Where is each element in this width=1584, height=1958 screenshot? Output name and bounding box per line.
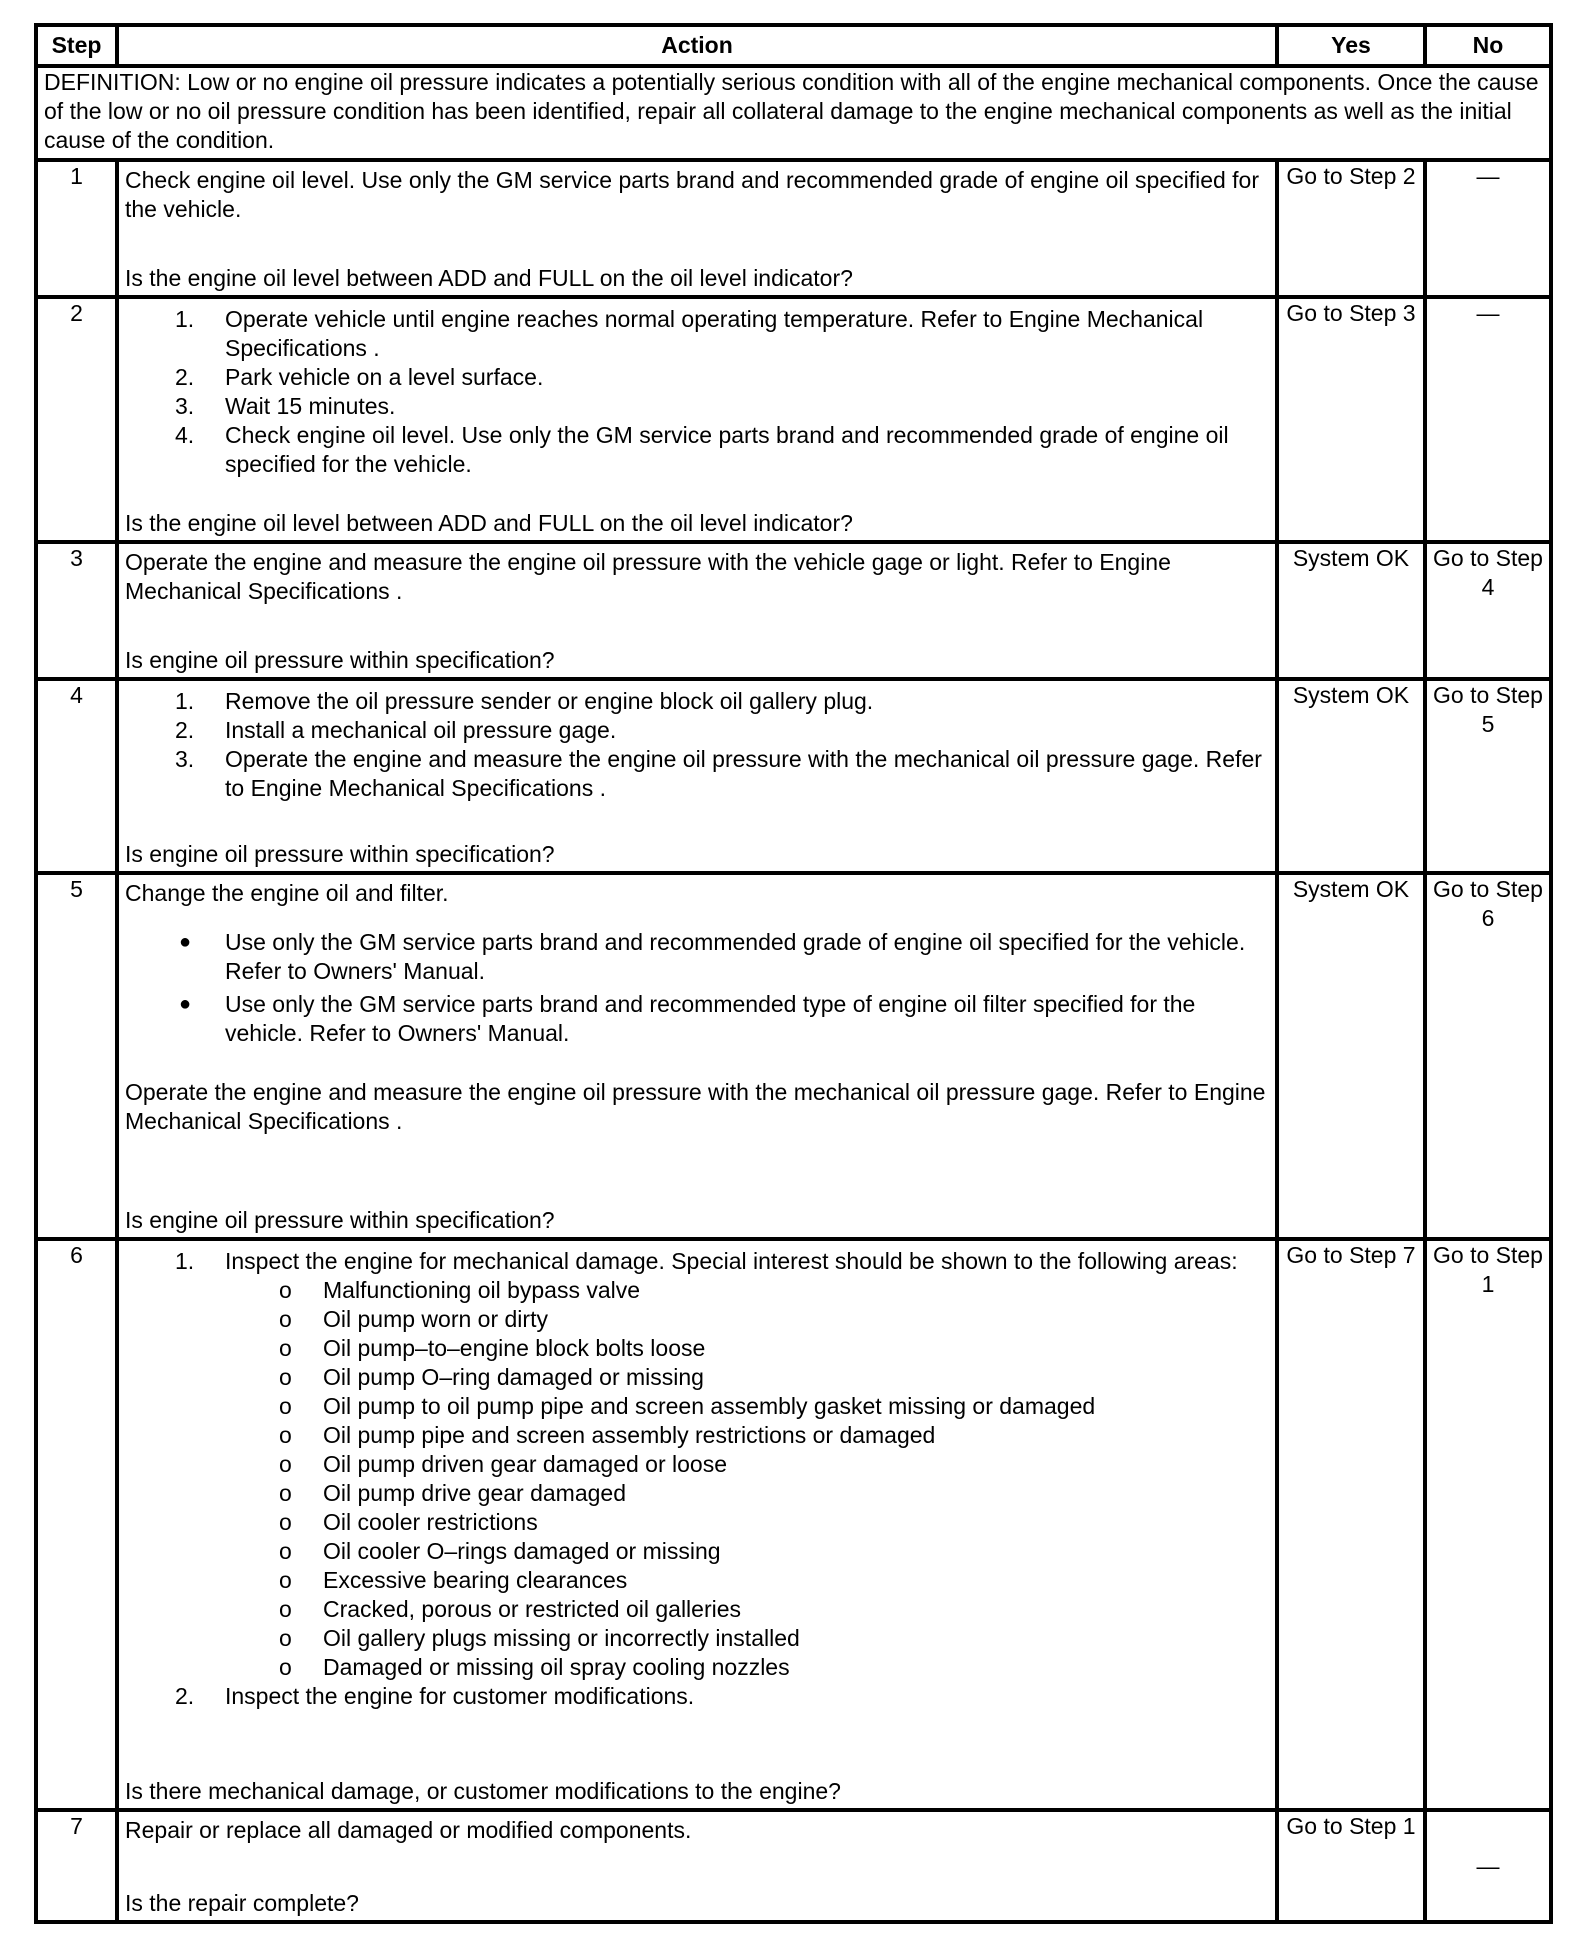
step-number: 5 bbox=[36, 873, 117, 1239]
definition-row bbox=[36, 66, 1551, 160]
step-number: 2 bbox=[36, 297, 117, 542]
action-text: Change the engine oil and filter. bbox=[125, 880, 449, 906]
no-cell: Go to Step 6 bbox=[1425, 873, 1551, 1239]
action-cell bbox=[117, 160, 1277, 297]
yes-cell: Go to Step 7 bbox=[1277, 1239, 1425, 1810]
yes-cell: Go to Step 2 bbox=[1277, 160, 1425, 297]
action-cell bbox=[117, 873, 1277, 1239]
numbered-list bbox=[125, 687, 1269, 803]
action-text: Check engine oil level. Use only the GM service parts brand and recommended grade of engine oil specified for the vehicle. bbox=[125, 167, 1260, 222]
sub-list-item: o Oil pump drive gear damaged bbox=[279, 1480, 626, 1506]
no-cell: Go to Step 4 bbox=[1425, 542, 1551, 679]
diagnostic-table bbox=[34, 23, 1553, 1924]
yes-cell: System OK bbox=[1277, 542, 1425, 679]
sub-list-item: o Oil pump pipe and screen assembly restrictions or damaged bbox=[279, 1422, 936, 1448]
list-item: ● Use only the GM service parts brand and recommended grade of engine oil specified for the vehicle. Refer to Owners' Manual. bbox=[179, 929, 1246, 984]
action-question: Is engine oil pressure within specification? bbox=[125, 1207, 555, 1233]
sub-list-item: o Oil pump to oil pump pipe and screen assembly gasket missing or damaged bbox=[279, 1393, 1096, 1419]
list-item: 1. Remove the oil pressure sender or engine block oil gallery plug. bbox=[175, 688, 874, 714]
step-number: 6 bbox=[36, 1239, 117, 1810]
action-cell bbox=[117, 679, 1277, 873]
list-item: 1. Inspect the engine for mechanical damage. Special interest should be shown to the following areas: o Malfunctioning oil bypass valve o Oil pump worn or dirty o Oil pump–to–engine block bolts loose o Oil pump O–ring damaged or missing o Oil pump to oil pump pipe and screen assembly gasket missing or damaged o Oil pump pipe and screen assembly restrictions or damaged o Oil pump driven gear damaged or loose o Oil pump drive gear damaged o Oil cooler restrictions o Oil cooler O–rings damaged or missing o Excessive bearing clearances o Cracked, porous or restricted oil galleries o Oil gallery plugs missing or incorrectly installed o Damaged or missing oil spray cooling nozzles bbox=[125, 1247, 1269, 1682]
sub-list-item: o Oil cooler O–rings damaged or missing bbox=[279, 1538, 721, 1564]
action-question: Is the engine oil level between ADD and FULL on the oil level indicator? bbox=[125, 265, 853, 291]
sub-list-item: o Malfunctioning oil bypass valve bbox=[279, 1277, 641, 1303]
definition-text: DEFINITION: Low or no engine oil pressure indicates a potentially serious condition with all of the engine mechanical components. Once the cause of the low or no oil pressure condition has been identified, repair all collateral damage to the engine mechanical components as well as the initial cause of the condition. bbox=[36, 66, 1551, 160]
no-cell: Go to Step 5 bbox=[1425, 679, 1551, 873]
list-item: 3. Wait 15 minutes. bbox=[175, 393, 396, 419]
sub-list-item: o Oil pump–to–engine block bolts loose bbox=[279, 1335, 706, 1361]
step-number: 4 bbox=[36, 679, 117, 873]
sub-list-item: o Damaged or missing oil spray cooling nozzles bbox=[279, 1654, 790, 1680]
sub-list-item: o Oil pump worn or dirty bbox=[279, 1306, 548, 1332]
action-question: Is engine oil pressure within specification? bbox=[125, 647, 555, 673]
sub-list-item: o Oil cooler restrictions bbox=[279, 1509, 538, 1535]
yes-cell: System OK bbox=[1277, 873, 1425, 1239]
action-text: Operate the engine and measure the engine oil pressure with the vehicle gage or light. Refer to Engine Mechanical Specifications . bbox=[125, 549, 1171, 604]
sub-list-item: o Excessive bearing clearances bbox=[279, 1567, 628, 1593]
list-item: 3. Operate the engine and measure the engine oil pressure with the mechanical oil pressure gage. Refer to Engine Mechanical Specifications . bbox=[175, 746, 1262, 801]
bullet-list bbox=[125, 928, 1269, 1048]
no-cell: — bbox=[1425, 297, 1551, 542]
list-item: 4. Check engine oil level. Use only the GM service parts brand and recommended grade of engine oil specified for the vehicle. bbox=[175, 422, 1229, 477]
action-question: Is engine oil pressure within specification? bbox=[125, 841, 555, 867]
step-number: 3 bbox=[36, 542, 117, 679]
table-row bbox=[36, 542, 1551, 679]
sub-list-item: o Cracked, porous or restricted oil galleries bbox=[279, 1596, 742, 1622]
yes-cell: Go to Step 1 bbox=[1277, 1810, 1425, 1922]
no-cell: Go to Step 1 bbox=[1425, 1239, 1551, 1810]
header-action: Action bbox=[117, 25, 1277, 66]
yes-cell: System OK bbox=[1277, 679, 1425, 873]
step-number: 1 bbox=[36, 160, 117, 297]
list-item: ● Use only the GM service parts brand and recommended type of engine oil filter specified for the vehicle. Refer to Owners' Manual. bbox=[179, 991, 1196, 1046]
table-row bbox=[36, 1239, 1551, 1810]
table-row bbox=[36, 297, 1551, 542]
list-item: 2. Park vehicle on a level surface. bbox=[175, 364, 544, 390]
header-yes: Yes bbox=[1277, 25, 1425, 66]
table-row bbox=[36, 873, 1551, 1239]
action-text-2: Operate the engine and measure the engine oil pressure with the mechanical oil pressure gage. Refer to Engine Mechanical Specifications . bbox=[125, 1079, 1266, 1134]
header-row bbox=[36, 25, 1551, 66]
list-item: 2. Inspect the engine for customer modifications. bbox=[175, 1683, 695, 1709]
no-cell: — bbox=[1425, 1810, 1551, 1922]
action-text: Repair or replace all damaged or modified components. bbox=[125, 1817, 692, 1843]
numbered-list bbox=[125, 305, 1269, 479]
no-cell: — bbox=[1425, 160, 1551, 297]
header-step: Step bbox=[36, 25, 117, 66]
table-row bbox=[36, 1810, 1551, 1922]
table-row bbox=[36, 160, 1551, 297]
table-row bbox=[36, 679, 1551, 873]
sub-list-item: o Oil pump driven gear damaged or loose bbox=[279, 1451, 728, 1477]
action-cell bbox=[117, 1810, 1277, 1922]
yes-cell: Go to Step 3 bbox=[1277, 297, 1425, 542]
action-cell bbox=[117, 1239, 1277, 1810]
list-item: 1. Operate vehicle until engine reaches normal operating temperature. Refer to Engine Mechanical Specifications . bbox=[175, 306, 1204, 361]
numbered-list bbox=[125, 1247, 1269, 1711]
list-item: 2. Install a mechanical oil pressure gage. bbox=[175, 717, 617, 743]
action-question: Is there mechanical damage, or customer modifications to the engine? bbox=[125, 1778, 841, 1804]
sub-list-item: o Oil gallery plugs missing or incorrectly installed bbox=[279, 1625, 800, 1651]
header-no: No bbox=[1425, 25, 1551, 66]
action-question: Is the repair complete? bbox=[125, 1890, 359, 1916]
sub-list bbox=[125, 1276, 1269, 1682]
sub-list-item: o Oil pump O–ring damaged or missing bbox=[279, 1364, 704, 1390]
action-cell bbox=[117, 297, 1277, 542]
action-question: Is the engine oil level between ADD and FULL on the oil level indicator? bbox=[125, 510, 853, 536]
step-number: 7 bbox=[36, 1810, 117, 1922]
action-cell bbox=[117, 542, 1277, 679]
